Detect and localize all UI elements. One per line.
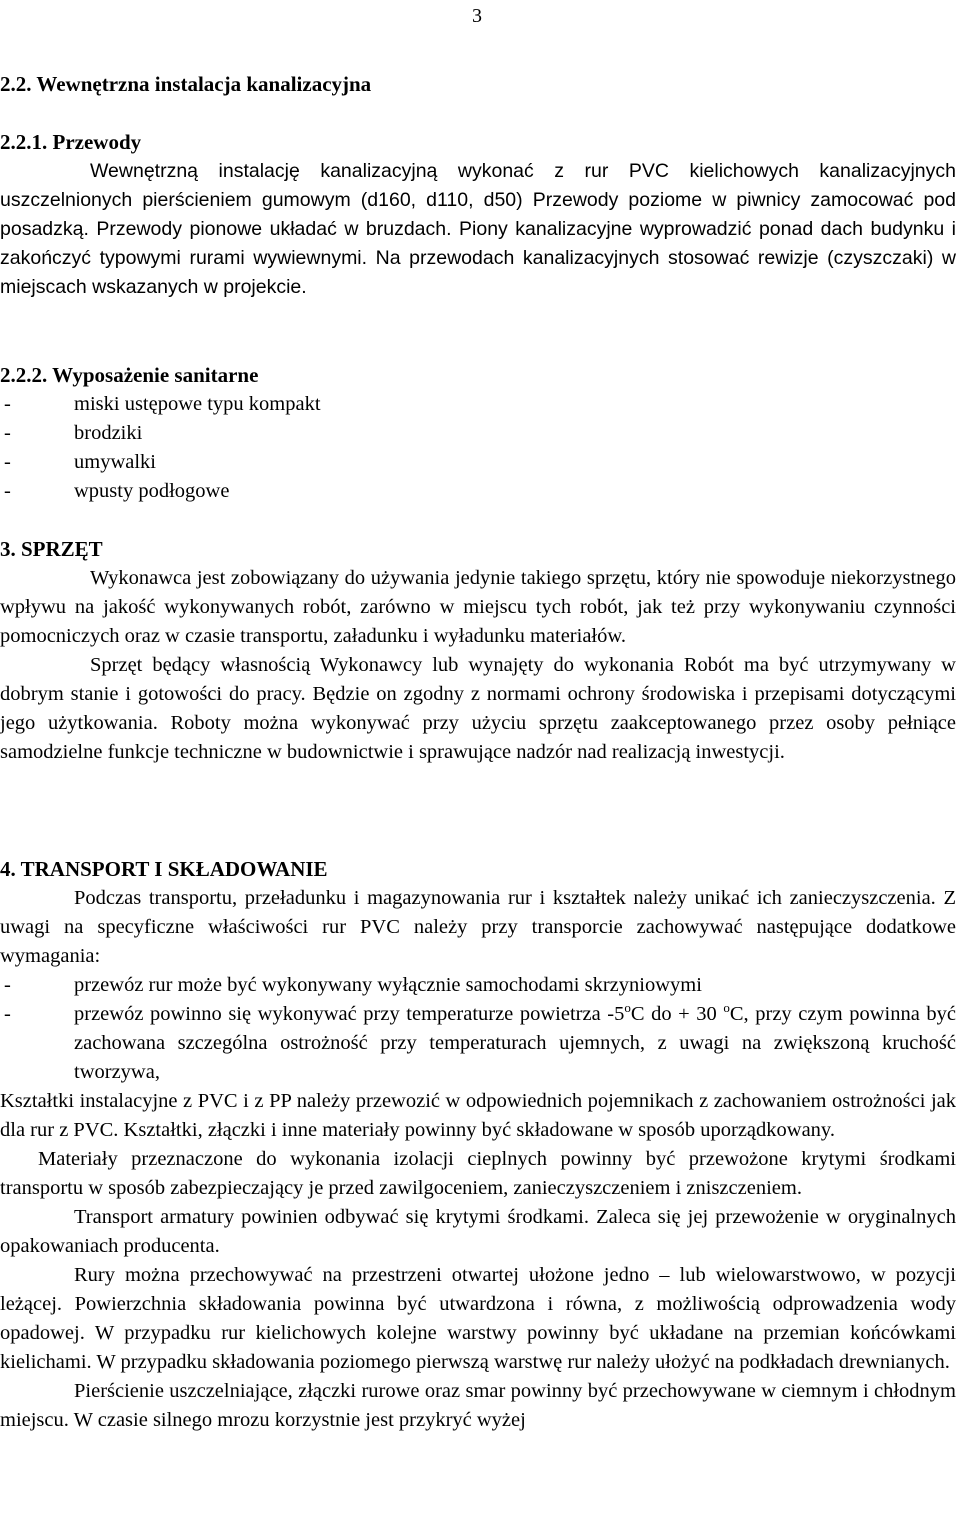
section-2-2-1-body — [0, 157, 956, 302]
section-2-2-2-heading: 2.2.2. Wyposażenie sanitarne — [0, 363, 259, 387]
sanitary-equipment-list-wrap — [0, 390, 956, 506]
list-item: - miski ustępowe typu kompakt — [0, 390, 956, 419]
dash-bullet: - — [4, 393, 11, 415]
paragraph-transport-1: Podczas transportu, przeładunku i magazynowania rur i kształtek należy unikać ich zanieczyszczenia. Z uwagi na specyficzne właściwości rur PVC należy przy transporcie zachowywać następujące dodatkowe wymagania: — [0, 887, 956, 967]
list-item: - brodziki — [0, 419, 956, 448]
section-3-body — [0, 564, 956, 767]
section-2-2-heading: 2.2. Wewnętrzna instalacja kanalizacyjna — [0, 72, 372, 96]
list-item: - wpusty podłogowe — [0, 477, 956, 506]
paragraph-transport-5: Rury można przechowywać na przestrzeni otwartej ułożone jedno – lub wielowarstwowo, w pozycji leżącej. Powierzchnia składowania powinna być utwardzona i równa, z możliwością odprowadzenia wody opadowej. W przypadku rur kielichowych kolejne warstwy powinny być układane na przemian końcówkami kielichami. W przypadku składowania poziomego pierwszą warstwę rur należy ułożyć na podkładach drewnianych. — [0, 1264, 956, 1373]
transport-requirements-list — [0, 971, 956, 1087]
list-item: - przewóz rur może być wykonywany wyłącznie samochodami skrzyniowymi — [0, 971, 956, 1000]
paragraph-transport-4: Transport armatury powinien odbywać się krytymi środkami. Zaleca się jej przewożenie w oryginalnych opakowaniach producenta. — [0, 1206, 956, 1257]
dash-bullet: - — [4, 974, 11, 996]
sanitary-equipment-list — [0, 390, 956, 506]
dash-bullet: - — [4, 422, 11, 444]
section-4-heading: 4. TRANSPORT I SKŁADOWANIE — [0, 857, 328, 881]
section-4-body — [0, 884, 956, 1435]
paragraph-transport-3: Materiały przeznaczone do wykonania izolacji cieplnych powinny być przewożone krytymi środkami transportu w sposób zabezpieczający je przed zawilgoceniem, zanieczyszczeniem i zniszczeniem. — [0, 1148, 956, 1199]
dash-bullet: - — [4, 480, 11, 502]
dash-bullet: - — [4, 1003, 11, 1025]
paragraph-transport-2: Kształtki instalacyjne z PVC i z PP należy przewozić w odpowiednich pojemnikach z zachowaniem ostrożności jak dla rur z PVC. Kształtki, złączki i inne materiały powinny być składowane w sposób uporządkowany. — [0, 1090, 956, 1141]
section-2-2-1-heading: 2.2.1. Przewody — [0, 130, 142, 154]
section-3-heading: 3. SPRZĘT — [0, 537, 103, 561]
page-number: 3 — [472, 5, 482, 27]
paragraph-transport-6: Pierścienie uszczelniające, złączki rurowe oraz smar powinny być przechowywane w ciemnym i chłodnym miejscu. W czasie silnego mrozu korzystnie jest przykryć wyżej — [0, 1380, 956, 1431]
list-item: - przewóz powinno się wykonywać przy temperaturze powietrza -5$^o$C do + 30 $^o$C, przy czym powinna być zachowana szczególna ostrożność przy temperaturach ujemnych, z uwagi na zwiększoną kruchość tworzywa, — [4, 1000, 956, 1083]
paragraph-sprzet-2: Sprzęt będący własnością Wykonawcy lub wynajęty do wykonania Robót ma być utrzymywany w dobrym stanie i gotowości do pracy. Będzie on zgodny z normami ochrony środowiska i przepisami dotyczącymi jego użytkowania. Roboty można wykonywać przy użyciu sprzętu zaakceptowanego przez osoby pełniące samodzielne funkcje techniczne w budownictwie i sprawujące nadzór nad realizacją inwestycji. — [0, 654, 956, 763]
paragraph-sprzet-1: Wykonawca jest zobowiązany do używania jedynie takiego sprzętu, który nie spowoduje niekorzystnego wpływu na jakość wykonywanych robót, zarówno w miejscu tych robót, jak też przy wykonywaniu czynności pomocniczych oraz w czasie transportu, załadunku i wyładunku materiałów. — [0, 567, 956, 647]
list-item: - umywalki — [0, 448, 956, 477]
dash-bullet: - — [4, 451, 11, 473]
paragraph-przewody: Wewnętrzną instalację kanalizacyjną wykonać z rur PVC kielichowych kanalizacyjnych uszczelnionych pierścieniem gumowym (d160, d110, d50) Przewody poziome w piwnicy zamocować pod posadzką. Przewody pionowe układać w bruzdach. Piony kanalizacyjne wyprowadzić ponad dach budynku i zakończyć typowymi rurami wywiewnymi. Na przewodach kanalizacyjnych stosować rewizje (czyszczaki) w miejscach wskazanych w projekcie. — [0, 160, 956, 298]
